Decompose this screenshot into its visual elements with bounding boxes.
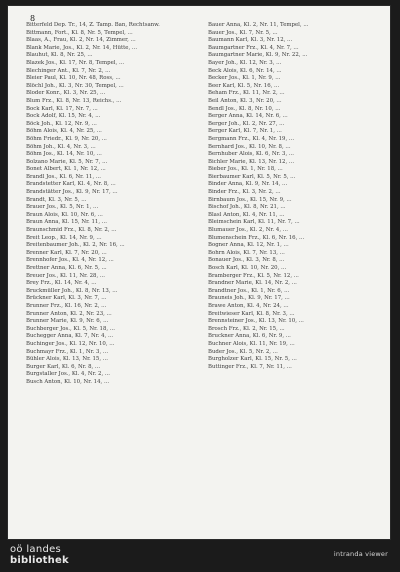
directory-entry: Binder Frz., Kl. 3, Nr. 2, ...: [208, 189, 281, 196]
directory-entry: Bogner Anna, Kl. 12, Nr. 1, ...: [208, 242, 289, 249]
directory-entry: Brauer Jos., Kl. 5, Nr. 1, ...: [26, 204, 99, 211]
directory-entry: Berger Joh., Kl. 2, Nr. 27, ...: [208, 120, 285, 127]
directory-entry: Brandtner Jos., Kl. 1, Nr. 6, ...: [208, 287, 290, 294]
scanned-page: [8, 6, 390, 539]
directory-entry: Bühler Alois, Kl. 13, Nr. 15, ...: [26, 356, 108, 363]
directory-entry: Böck Joh., Kl. 12, Nr. 9, ...: [26, 120, 97, 127]
directory-entry: Buchberger Jos., Kl. 5, Nr. 18, ...: [26, 325, 115, 332]
directory-entry: Blaas, A., Frau, Kl. 2, Nr. 14, Zimmer, ...: [26, 37, 136, 44]
directory-entry: Blum Frz., Kl. 8, Nr. 13, Reichs., ...: [26, 97, 122, 104]
page-number: 8: [30, 14, 36, 23]
directory-entry: Burger Karl, Kl. 6, Nr. 8, ...: [26, 363, 101, 370]
directory-entry: Blöchl Joh., Kl. 3, Nr. 30, Tempel, ...: [26, 82, 124, 89]
directory-entry: Buder Jos., Kl. 5, Nr. 2, ...: [208, 348, 278, 355]
directory-entry: Blauhut, Kl. 8, Nr. 25, ...: [26, 52, 93, 59]
directory-entry: Buchner Alois, Kl. 11, Nr. 19, ...: [208, 340, 295, 347]
directory-entry: Buchmayr Frz., Kl. 1, Nr. 3, ...: [26, 348, 109, 355]
directory-entry: Bayer Joh., Kl. 12, Nr. 3, ...: [208, 59, 282, 66]
directory-entry: Böhm Friedr., Kl. 9, Nr. 20, ...: [26, 135, 107, 142]
directory-entry: Brennhofer Jos., Kl. 4, Nr. 12, ...: [26, 257, 114, 264]
directory-entry: Binder Anna, Kl. 9, Nr. 14, ...: [208, 181, 288, 188]
directory-entry: Breit Leop., Kl. 14, Nr. 9, ...: [26, 234, 102, 241]
directory-entry: Brandner Marie, Kl. 14, Nr. 2, ...: [208, 280, 297, 287]
directory-entry: Blank Marie, Jos., Kl. 2, Nr. 14, Hütte, ...: [26, 44, 138, 51]
directory-entry: Blumenschein Frz., Kl. 6, Nr. 16, ...: [208, 234, 305, 241]
directory-entry: Birnbaum Jos., Kl. 15, Nr. 9, ...: [208, 196, 292, 203]
directory-entry: Brunner Frz., Kl. 16, Nr. 2, ...: [26, 302, 107, 309]
directory-entry: Beer Karl, Kl. 5, Nr. 16, ...: [208, 82, 280, 89]
directory-entry: Bock Adolf, Kl. 15, Nr. 4, ...: [26, 113, 101, 120]
directory-entry: Brandl Jos., Kl. 6, Nr. 11, ...: [26, 173, 102, 180]
directory-entry: Bischof Joh., Kl. 8, Nr. 21, ...: [208, 204, 286, 211]
directory-entry: Baumgartner Marie, Kl. 9, Nr. 22, ...: [208, 52, 308, 59]
directory-entry: Braunschmid Frz., Kl. 8, Nr. 2, ...: [26, 227, 117, 234]
directory-entry: Bonet Albert, Kl. 1, Nr. 12, ...: [26, 166, 106, 173]
directory-entry: Bauer Jos., Kl. 7, Nr. 5, ...: [208, 29, 278, 36]
directory-entry: Bolzano Marie, Kl. 5, Nr. 7, ...: [26, 158, 108, 165]
directory-entry: Brunner Marie, Kl. 9, Nr. 6, ...: [26, 318, 109, 325]
directory-entry: Brennsteiner Jos., Kl. 13, Nr. 10, ...: [208, 318, 304, 325]
directory-entry: Breuer Jos., Kl. 11, Nr. 28, ...: [26, 272, 106, 279]
directory-entry: Brettner Anna, Kl. 6, Nr. 5, ...: [26, 265, 107, 271]
directory-entry: Bock Karl, Kl. 17, Nr. 7, ...: [26, 105, 98, 112]
directory-entry: Breitenbaumer Joh., Kl. 2, Nr. 16, ...: [26, 242, 125, 249]
directory-entry: Brawe Anton, Kl. 4, Nr. 24, ...: [208, 302, 289, 309]
directory-entry: Bonauer Jos., Kl. 3, Nr. 8, ...: [208, 257, 285, 264]
directory-entry: Brenner Karl, Kl. 7, Nr. 20, ...: [26, 249, 107, 256]
directory-entry: Beck Alois, Kl. 6, Nr. 14, ...: [208, 67, 282, 74]
directory-entry: Bieber Jos., Kl. 1, Nr. 18, ...: [208, 166, 283, 173]
directory-entry: Brandt, Kl. 3, Nr. 5, ...: [26, 196, 87, 203]
directory-entry: Buttinger Frz., Kl. 7, Nr. 11, ...: [208, 363, 292, 370]
directory-entry: Böhm Joh., Kl. 4, Nr. 3, ...: [26, 143, 96, 150]
directory-entry: Becker Jos., Kl. 1, Nr. 9, ...: [208, 75, 281, 82]
directory-entry: Brandstätter Jos., Kl. 9, Nr. 17, ...: [26, 189, 118, 196]
directory-entry: Braun Alois, Kl. 10, Nr. 6, ...: [26, 211, 103, 218]
directory-entry: Baumann Karl, Kl. 3, Nr. 12, ...: [208, 37, 293, 44]
directory-entry: Brosch Frz., Kl. 2, Nr. 15, ...: [208, 325, 285, 332]
directory-entry: Brunner Anton, Kl. 2, Nr. 23, ...: [26, 310, 112, 317]
directory-entry: Berger Anna, Kl. 14, Nr. 6, ...: [208, 113, 288, 120]
directory-entry: Brückner Karl, Kl. 3, Nr. 7, ...: [26, 295, 107, 302]
directory-entry: Braun Anna, Kl. 15, Nr. 11, ...: [26, 219, 107, 226]
directory-entry: Bleier Paul, Kl. 10, Nr. 48, Ross, ...: [26, 75, 121, 82]
directory-entry: Burgstaller Jos., Kl. 4, Nr. 2, ...: [26, 371, 111, 378]
directory-entry: Bloder Konr., Kl. 3, Nr. 25, ...: [26, 90, 106, 97]
directory-entry: Brauneis Joh., Kl. 9, Nr. 17, ...: [208, 295, 290, 302]
directory-entry: Brey Frz., Kl. 14, Nr. 4, ...: [26, 280, 97, 287]
directory-entry: Buchinger Jos., Kl. 12, Nr. 10, ...: [26, 340, 115, 347]
directory-entry: Blazek Jos., Kl. 17, Nr. 8, Tempel, ...: [26, 59, 125, 66]
directory-entry: Bittmann, Fort., Kl. 8, Nr. 5, Tempel, ...: [26, 29, 133, 36]
viewer-label: intranda viewer: [333, 550, 388, 558]
directory-entry: Bernhard Jos., Kl. 10, Nr. 8, ...: [208, 143, 291, 150]
directory-entry: Berger Karl, Kl. 7, Nr. 1, ...: [208, 128, 282, 135]
right-column: [208, 22, 384, 532]
directory-entry: Böhm Jos., Kl. 14, Nr. 10, ...: [26, 151, 102, 158]
directory-entry: Burgholzer Karl, Kl. 15, Nr. 5, ...: [208, 356, 297, 363]
directory-entry: Blasl Anton, Kl. 4, Nr. 11, ...: [208, 211, 285, 218]
directory-entry: Bauer Anna, Kl. 2, Nr. 11, Tempel, ...: [208, 22, 309, 28]
left-column: [26, 22, 202, 532]
directory-entry: Beham Frz., Kl. 11, Nr. 2, ...: [208, 90, 285, 97]
directory-entry: Bohrn Alois, Kl. 7, Nr. 13, ...: [208, 249, 285, 256]
directory-entry: Bichler Marie, Kl. 13, Nr. 12, ...: [208, 158, 295, 165]
directory-entry: Beil Anton, Kl. 3, Nr. 20, ...: [208, 97, 282, 104]
directory-entry: Bendl Jos., Kl. 8, Nr. 10, ...: [208, 105, 281, 112]
directory-entry: Blumauer Jos., Kl. 2, Nr. 4, ...: [208, 227, 288, 234]
directory-entry: Breitwieser Karl, Kl. 8, Nr. 3, ...: [208, 310, 295, 317]
directory-entry: Bruckmüller Joh., Kl. 8, Nr. 13, ...: [26, 287, 118, 294]
directory-entry: Bierbaumer Karl, Kl. 5, Nr. 5, ...: [208, 173, 296, 180]
directory-entry: Busch Anton, Kl. 10, Nr. 14, ...: [26, 378, 110, 385]
directory-entry: Baumgartner Frz., Kl. 4, Nr. 7, ...: [208, 44, 299, 51]
directory-entry: Bramberger Frz., Kl. 5, Nr. 12, ...: [208, 272, 299, 279]
directory-entry: Bitterfeld Dep. Tr., 14, Z. Tamp. Ban, Rechtsanw.: [26, 22, 160, 28]
directory-entry: Bosch Karl, Kl. 10, Nr. 20, ...: [208, 265, 287, 271]
directory-entry: Bruckner Anna, Kl. 6, Nr. 9, ...: [208, 333, 291, 340]
directory-entry: Buchegger Anna, Kl. 7, Nr. 4, ...: [26, 333, 114, 340]
logo-line-1: oö landes: [10, 544, 62, 555]
directory-entry: Blechinger Ant., Kl. 7, Nr. 2, ...: [26, 67, 111, 74]
directory-entry: Bleimschein Karl, Kl. 11, Nr. 7, ...: [208, 219, 300, 226]
directory-entry: Böhm Alois, Kl. 4, Nr. 25, ...: [26, 128, 102, 135]
directory-entry: Bergmann Frz., Kl. 4, Nr. 19, ...: [208, 135, 295, 142]
directory-entry: Brandstetter Karl, Kl. 4, Nr. 8, ...: [26, 181, 116, 188]
directory-entry: Bernhuber Alois, Kl. 6, Nr. 3, ...: [208, 151, 295, 158]
library-logo[interactable]: [10, 545, 69, 566]
logo-line-2: bibliothek: [10, 555, 69, 566]
